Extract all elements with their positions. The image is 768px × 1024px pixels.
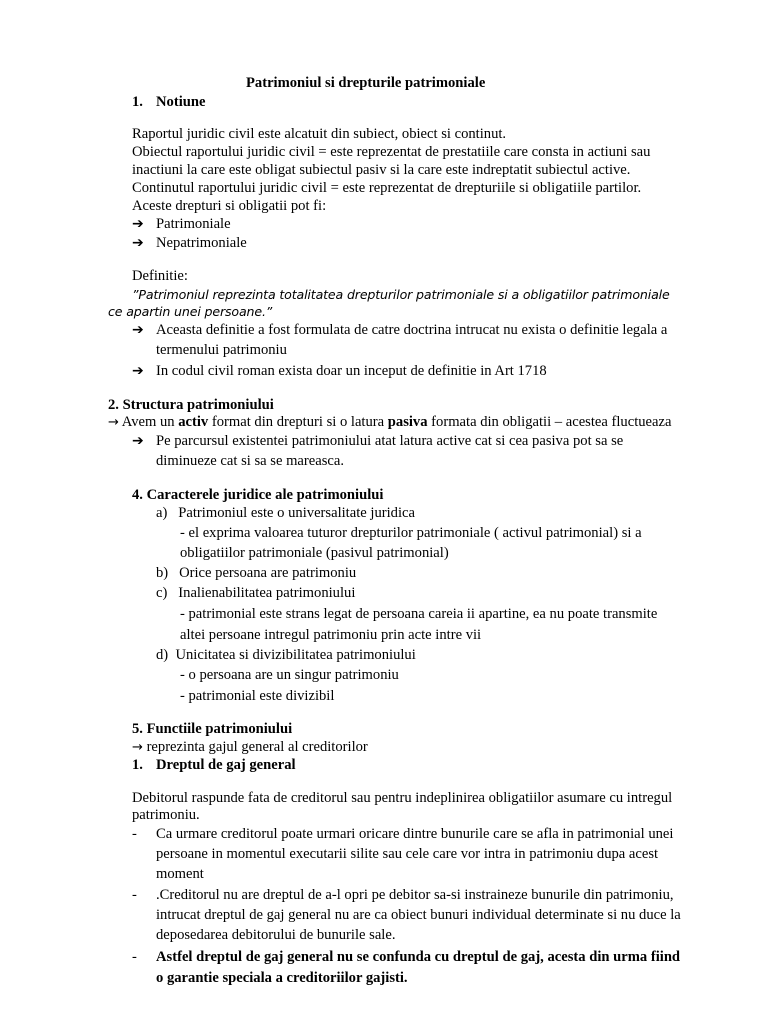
paragraph-line: Debitorul raspunde fata de creditorul sau pentru indeplinirea obligatiilor asumare cu intregul xyxy=(132,790,673,806)
list-item-detail: - el exprima valoarea tuturor drepturilor patrimoniale ( activul patrimonial) si a xyxy=(180,525,642,541)
section-2-heading: 2. Structura patrimoniului xyxy=(108,397,274,413)
paragraph-line: Aceste drepturi si obligatii pot fi: xyxy=(132,198,327,214)
subsection-heading: 1. Dreptul de gaj general xyxy=(132,757,296,773)
list-item: a) Patrimoniul este o universalitate juridica xyxy=(156,505,415,521)
section-1-heading xyxy=(132,93,205,111)
list-item-detail: - patrimonial este strans legat de persoana careia ii apartine, ea nu poate transmite xyxy=(180,606,658,622)
dash-bullet: - xyxy=(132,949,137,965)
arrow-right-icon: → xyxy=(132,740,143,755)
arrow-right-icon: ➔ xyxy=(132,216,144,232)
function-line: → reprezinta gajul general al creditorilor xyxy=(132,739,368,755)
paragraph-line: Obiectul raportului juridic civil = este reprezentat de prestatiile care consta in actiuni sau xyxy=(132,144,651,160)
section-1-title: Notiune xyxy=(156,94,206,110)
list-item-detail: - o persoana are un singur patrimoniu xyxy=(180,667,399,683)
list-item: ➔ Pe parcursul existentei patrimoniului atat latura active cat si cea pasiva pot sa se xyxy=(132,433,624,449)
dash-item: Ca urmare creditorul poate urmari oricare dintre bunurile care se afla in patrimonial unei xyxy=(156,826,674,842)
definition-quote: ce apartin unei persoane.” xyxy=(108,304,273,319)
section-1-number: 1. xyxy=(132,94,143,110)
dash-item-continuation: o garantie speciala a creditoriilor gajisti. xyxy=(156,970,408,986)
list-item: ➔ Patrimoniale xyxy=(132,216,231,232)
list-item-continuation: termenului patrimoniu xyxy=(156,342,287,358)
document-title: Patrimoniul si drepturile patrimoniale xyxy=(246,75,486,91)
dash-item-continuation: moment xyxy=(156,866,204,882)
list-item-detail: altei persoane intregul patrimoniu prin acte intre vii xyxy=(180,627,482,643)
list-item-continuation: diminueze cat si sa se mareasca. xyxy=(156,453,345,469)
paragraph-line: Raportul juridic civil este alcatuit din subiect, obiect si continut. xyxy=(132,126,507,142)
dash-item-continuation: intrucat dreptul de gaj general nu are ca obiect bunuri individual determinate si nu duce la xyxy=(156,907,681,923)
arrow-right-icon: ➔ xyxy=(132,235,144,251)
paragraph-line: inactiuni la care este obligat subiectul pasiv si la care este indreptatit subiectul active. xyxy=(132,162,631,178)
dash-item: .Creditorul nu are dreptul de a-l opri pe debitor sa-si instraineze bunurile din patrimoniu, xyxy=(156,887,674,903)
list-item: ➔ Nepatrimoniale xyxy=(132,235,247,251)
list-item-detail: obligatiilor patrimoniale (pasivul patrimonial) xyxy=(180,545,449,561)
paragraph-line: patrimoniu. xyxy=(132,807,200,823)
arrow-right-icon: → xyxy=(108,415,119,430)
list-item: c) Inalienabilitatea patrimoniului xyxy=(156,585,356,601)
paragraph-line: Continutul raportului juridic civil = este reprezentat de drepturiile si obligatiile partilor. xyxy=(132,180,642,196)
section-5-heading: 5. Functiile patrimoniului xyxy=(132,721,293,737)
list-item: ➔ In codul civil roman exista doar un inceput de definitie in Art 1718 xyxy=(132,363,547,379)
list-item: ➔ Aceasta definitie a fost formulata de catre doctrina intrucat nu exista o definitie legala a xyxy=(132,322,668,338)
dash-bullet: - xyxy=(132,826,137,842)
dash-bullet: - xyxy=(132,887,137,903)
arrow-right-icon: ➔ xyxy=(132,363,144,379)
dash-item-continuation: persoane in momentul executarii silite sau cele care vor intra in patrimoniu dupa acest xyxy=(156,846,659,862)
dash-item-continuation: deposedarea debitorului de bunurile sale. xyxy=(156,927,396,943)
arrow-right-icon: ➔ xyxy=(132,433,144,449)
definition-quote: ”Patrimoniul reprezinta totalitatea drepturilor patrimoniale si a obligatiilor patrimoniale xyxy=(132,287,670,302)
dash-item: Astfel dreptul de gaj general nu se confunda cu dreptul de gaj, acesta din urma fiind xyxy=(156,949,681,965)
list-item: d) Unicitatea si divizibilitatea patrimoniului xyxy=(156,647,416,663)
list-item-detail: - patrimonial este divizibil xyxy=(180,688,335,704)
arrow-right-icon: ➔ xyxy=(132,322,144,338)
list-item: b) Orice persoana are patrimoniu xyxy=(156,565,357,581)
structure-line: → Avem un activ format din drepturi si o latura pasiva formata din obligatii – acestea fluctueaza xyxy=(108,414,672,430)
section-4-heading: 4. Caracterele juridice ale patrimoniului xyxy=(132,487,384,503)
definition-label: Definitie: xyxy=(132,268,188,284)
